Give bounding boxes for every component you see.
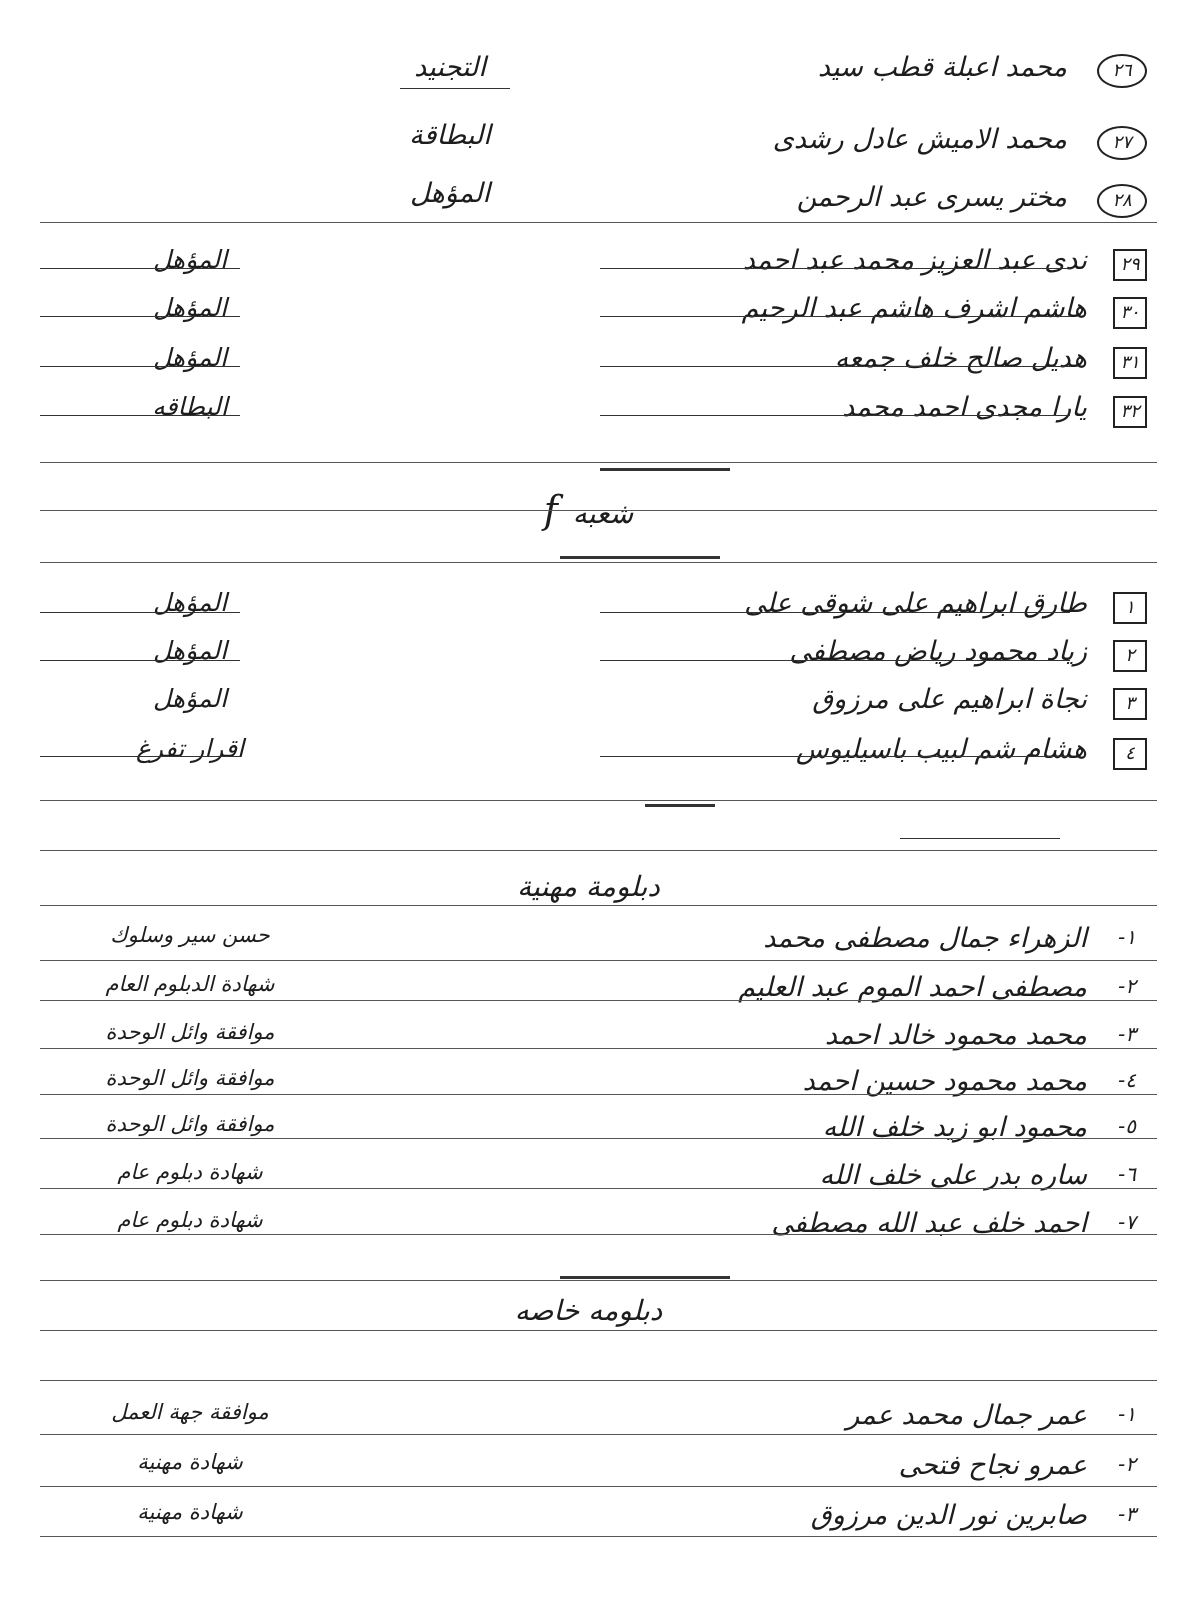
ruled-line <box>40 1234 1157 1235</box>
strike-line <box>600 366 1070 367</box>
required-document-note: موافقة وائل الوحدة <box>105 1020 275 1044</box>
required-document-note: المؤهل <box>152 293 228 322</box>
required-document-note: البطاقة <box>409 120 491 151</box>
list-item <box>40 1066 1147 1106</box>
row-number: ٤- <box>1118 1068 1136 1092</box>
ruled-line <box>40 510 1157 511</box>
row-number: ٧- <box>1118 1210 1136 1234</box>
list-item <box>40 245 1147 285</box>
required-document-note: شهادة الدبلوم العام <box>105 972 275 996</box>
row-number: ٣١ <box>1113 347 1147 379</box>
ruled-line <box>40 960 1157 961</box>
row-number: ١- <box>1118 1402 1136 1426</box>
strike-line <box>600 660 1070 661</box>
required-document-note: موافقة وائل الوحدة <box>105 1112 275 1136</box>
strike-line <box>600 415 1070 416</box>
student-name: محمد محمود خالد احمد <box>824 1020 1087 1051</box>
strike-line <box>40 660 240 661</box>
row-number: ٣٢ <box>1113 396 1147 428</box>
ruled-line <box>40 1188 1157 1189</box>
row-number: ٢- <box>1118 1452 1136 1476</box>
row-number: ٢٧ <box>1097 126 1147 160</box>
list-item <box>40 684 1147 724</box>
row-number: ٤ <box>1113 738 1147 770</box>
strike-line <box>40 756 240 757</box>
section-heading: دبلومه خاصه <box>514 1294 663 1327</box>
required-document-note: المؤهل <box>152 636 228 665</box>
student-name: محمد محمود حسين احمد <box>802 1066 1087 1097</box>
required-document-note: حسن سير وسلوك <box>110 923 270 947</box>
row-number: ٣- <box>1118 1022 1136 1046</box>
section-heading: دبلومة مهنية <box>517 870 660 903</box>
student-name: هديل صالح خلف جمعه <box>834 343 1087 374</box>
section-heading-text: شعبه <box>572 497 634 530</box>
ruled-line <box>40 1138 1157 1139</box>
student-name: زياد محمود رياض مصطفى <box>789 636 1087 667</box>
student-name: طارق ابراهيم على شوقى على <box>744 588 1087 619</box>
row-number: ١ <box>1113 592 1147 624</box>
student-name: مختر يسرى عبد الرحمن <box>796 182 1067 213</box>
strike-line <box>600 316 1070 317</box>
row-number: ٦- <box>1118 1162 1136 1186</box>
list-item <box>40 392 1147 432</box>
list-item <box>40 1160 1147 1200</box>
required-document-note: شهادة مهنية <box>137 1500 243 1524</box>
required-document-note: البطاقه <box>152 392 228 421</box>
student-name: مصطفى احمد الموم عبد العليم <box>738 972 1087 1003</box>
student-name: عمرو نجاح فتحى <box>898 1450 1087 1481</box>
separator-mark <box>600 468 730 471</box>
ruled-line <box>40 562 1157 563</box>
section-heading-mark: f <box>543 488 558 532</box>
required-document-note: شهادة مهنية <box>137 1450 243 1474</box>
separator-mark <box>645 804 715 807</box>
separator-mark <box>560 1276 730 1279</box>
student-name: يارا مجدى احمد محمد <box>842 392 1087 423</box>
row-number: ٢٩ <box>1113 249 1147 281</box>
heading-underline <box>560 556 720 559</box>
list-item <box>40 588 1147 628</box>
row-number: ٢ <box>1113 640 1147 672</box>
required-document-note: موافقة وائل الوحدة <box>105 1066 275 1090</box>
student-name: هشام شم لبيب باسيليوس <box>795 734 1087 765</box>
ruled-line <box>40 1434 1157 1435</box>
ruled-line <box>40 1330 1157 1331</box>
list-item <box>40 293 1147 333</box>
list-item <box>40 972 1147 1012</box>
list-item <box>40 182 1147 222</box>
list-item <box>40 636 1147 676</box>
list-item <box>40 1450 1147 1490</box>
student-name: عمر جمال محمد عمر <box>846 1400 1087 1431</box>
ruled-line <box>40 222 1157 223</box>
strike-line <box>40 366 240 367</box>
strike-line <box>40 268 240 269</box>
row-number: ٣٠ <box>1113 297 1147 329</box>
ruled-line <box>40 1280 1157 1281</box>
student-name: ساره بدر على خلف الله <box>819 1160 1087 1191</box>
required-document-note: شهادة دبلوم عام <box>117 1160 263 1184</box>
strike-line <box>600 756 1070 757</box>
row-number: ٣- <box>1118 1502 1136 1526</box>
list-item <box>40 52 1147 92</box>
strike-line <box>40 316 240 317</box>
student-name: نجاة ابراهيم على مرزوق <box>812 684 1087 715</box>
list-item <box>40 124 1147 164</box>
student-name: الزهراء جمال مصطفى محمد <box>763 923 1087 954</box>
strike-line <box>40 415 240 416</box>
row-number: ٣ <box>1113 688 1147 720</box>
required-document-note: اقرار تفرغ <box>136 734 244 763</box>
list-item <box>40 1112 1147 1152</box>
ruled-line <box>40 1048 1157 1049</box>
student-name: محمد اعبلة قطب سيد <box>817 52 1067 83</box>
row-number: ٢- <box>1118 974 1136 998</box>
row-number: ٥- <box>1118 1114 1136 1138</box>
row-number: ١- <box>1118 925 1136 949</box>
ruled-line <box>40 1000 1157 1001</box>
ruled-line <box>40 850 1157 851</box>
strike-line <box>600 612 1070 613</box>
student-name: ندى عبد العزيز محمد عبد احمد <box>742 245 1087 276</box>
list-item <box>40 923 1147 963</box>
required-document-note: المؤهل <box>152 245 228 274</box>
ruled-line <box>40 800 1157 801</box>
strike-line <box>600 268 1070 269</box>
required-document-note: المؤهل <box>152 684 228 713</box>
required-document-note: المؤهل <box>152 588 228 617</box>
list-item <box>40 343 1147 383</box>
student-name: احمد خلف عبد الله مصطفى <box>771 1208 1087 1239</box>
strike-line <box>40 612 240 613</box>
required-document-note: التجنيد <box>414 52 486 83</box>
note-underline <box>400 88 510 89</box>
ruled-line <box>40 1486 1157 1487</box>
required-document-note: موافقة جهة العمل <box>111 1400 269 1424</box>
ruled-line <box>40 1536 1157 1537</box>
required-document-note: المؤهل <box>410 178 490 209</box>
ruled-line <box>40 1094 1157 1095</box>
student-name: صابرين نور الدين مرزوق <box>810 1500 1087 1531</box>
row-number: ٢٨ <box>1097 184 1147 218</box>
row-number: ٢٦ <box>1097 54 1147 88</box>
separator-mark <box>900 838 1060 839</box>
student-name: محمد الاميش عادل رشدى <box>772 124 1067 155</box>
list-item <box>40 1020 1147 1060</box>
list-item <box>40 734 1147 774</box>
ruled-line <box>40 1380 1157 1381</box>
list-item <box>40 1208 1147 1248</box>
ruled-line <box>40 905 1157 906</box>
student-name: محمود ابو زيد خلف الله <box>822 1112 1087 1143</box>
required-document-note: المؤهل <box>152 343 228 372</box>
required-document-note: شهادة دبلوم عام <box>117 1208 263 1232</box>
ruled-line <box>40 462 1157 463</box>
list-item <box>40 1500 1147 1540</box>
student-name: هاشم اشرف هاشم عبد الرحيم <box>741 293 1087 324</box>
